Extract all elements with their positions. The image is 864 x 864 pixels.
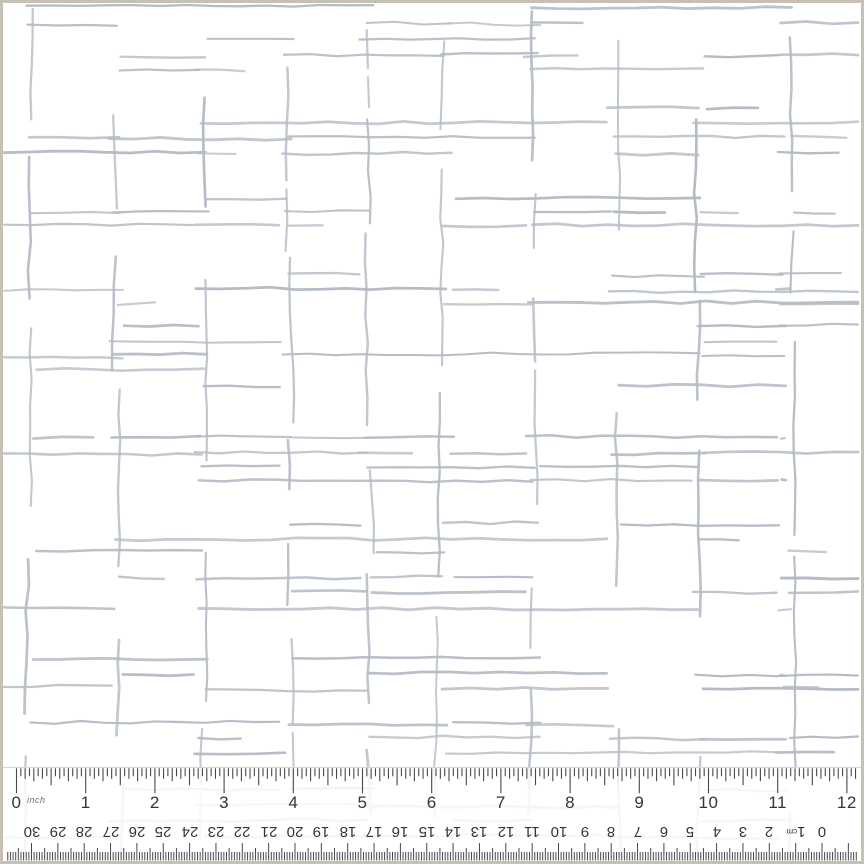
pattern-line-vertical	[367, 119, 371, 223]
pattern-line-horizontal	[707, 108, 758, 110]
cm-number: 11	[524, 823, 540, 840]
pattern-line-vertical	[530, 588, 531, 648]
pattern-line-horizontal	[119, 577, 164, 579]
pattern-line-horizontal	[526, 724, 613, 726]
pattern-line-horizontal	[781, 438, 784, 439]
pattern-line-horizontal	[781, 54, 858, 55]
pattern-line-horizontal	[621, 524, 779, 526]
cm-number: 2	[765, 823, 774, 840]
pattern-line-vertical	[615, 413, 618, 586]
ruler-number-band	[0, 789, 864, 846]
pattern-line-vertical	[287, 544, 288, 605]
pattern-line-horizontal	[109, 137, 291, 140]
inch-number: 12	[836, 793, 857, 812]
pattern-line-horizontal	[197, 436, 291, 437]
pattern-line-horizontal	[442, 688, 608, 690]
pattern-line-vertical	[790, 37, 792, 191]
pattern-line-vertical	[367, 30, 368, 68]
inch-number: 11	[768, 793, 788, 812]
cm-number: 5	[686, 823, 695, 840]
pattern-line-horizontal	[33, 658, 207, 660]
pattern-line-horizontal	[365, 436, 454, 437]
inch-unit-label: inch	[27, 795, 46, 805]
cm-number: 18	[339, 823, 357, 840]
pattern-line-vertical	[533, 299, 535, 362]
pattern-line-vertical	[286, 189, 288, 251]
pattern-line-vertical	[365, 234, 368, 426]
inch-number: 5	[357, 793, 368, 812]
pattern-line-horizontal	[26, 5, 373, 7]
pattern-line-horizontal	[450, 453, 526, 454]
pattern-line-horizontal	[195, 224, 279, 225]
pattern-line-horizontal	[784, 687, 819, 688]
cm-number: 28	[75, 823, 93, 840]
pattern-line-horizontal	[790, 737, 858, 738]
pattern-line-horizontal	[4, 453, 202, 455]
pattern-line-horizontal	[285, 210, 369, 212]
cm-number: 22	[233, 823, 251, 840]
cm-number: 29	[49, 823, 67, 840]
pattern-line-horizontal	[291, 437, 375, 438]
pattern-line-horizontal	[4, 224, 193, 226]
pattern-line-horizontal	[779, 609, 791, 610]
pattern-line-horizontal	[369, 736, 539, 738]
cm-number: 14	[444, 823, 462, 840]
pattern-line-horizontal	[30, 721, 279, 724]
cm-number: 17	[365, 823, 383, 840]
cm-number: 25	[154, 823, 172, 840]
pattern-line-horizontal	[614, 212, 665, 213]
pattern-line-horizontal	[695, 675, 858, 677]
cm-number: 21	[260, 823, 277, 840]
pattern-line-horizontal	[198, 738, 240, 739]
cm-number: 24	[181, 823, 198, 840]
pattern-line-horizontal	[195, 753, 286, 755]
pattern-line-horizontal	[530, 68, 703, 69]
pattern-line-horizontal	[609, 290, 858, 292]
pattern-line-horizontal	[206, 199, 286, 200]
cm-number: 4	[712, 823, 721, 840]
pattern-line-horizontal	[616, 153, 698, 155]
cm-number: 3	[738, 823, 748, 840]
pattern-line-horizontal	[4, 607, 114, 609]
photo-border	[2, 2, 863, 863]
pattern-line-horizontal	[110, 341, 281, 342]
pattern-line-horizontal	[456, 197, 700, 199]
pattern-line-horizontal	[121, 57, 206, 58]
pattern-line-horizontal	[289, 273, 360, 274]
pattern-line-horizontal	[359, 453, 411, 454]
pattern-line-vertical	[535, 370, 538, 504]
pattern-line-horizontal	[694, 122, 859, 124]
pattern-line-vertical	[790, 231, 793, 292]
pattern-line-vertical	[292, 639, 294, 723]
inch-number: 9	[634, 793, 645, 812]
inch-number: 10	[698, 793, 719, 812]
pattern-line-horizontal	[37, 368, 205, 370]
pattern-line-horizontal	[781, 578, 858, 579]
pattern-line-horizontal	[4, 685, 112, 687]
pattern-line-horizontal	[781, 22, 858, 24]
pattern-line-vertical	[534, 194, 536, 248]
pattern-line-vertical	[28, 157, 31, 299]
cm-number: 20	[286, 823, 304, 840]
pattern-line-horizontal	[28, 25, 117, 26]
pattern-line-horizontal	[453, 289, 498, 290]
pattern-line-horizontal	[698, 325, 787, 327]
pattern-line-horizontal	[292, 590, 367, 591]
pattern-line-vertical	[205, 553, 207, 701]
pattern-line-horizontal	[540, 466, 698, 467]
pattern-line-horizontal	[703, 688, 858, 689]
pattern-line-vertical	[438, 393, 440, 576]
pattern-line-vertical	[30, 328, 32, 506]
cm-number: 10	[550, 823, 567, 840]
pattern-line-horizontal	[780, 675, 786, 676]
cm-number: 0	[817, 823, 827, 840]
pattern-line-horizontal	[196, 577, 360, 579]
pattern-line-vertical	[440, 169, 443, 365]
pattern-line-vertical	[793, 342, 795, 535]
pattern-line-horizontal	[789, 592, 858, 593]
pattern-line-horizontal	[120, 70, 200, 71]
cm-number: 1cm	[786, 823, 806, 840]
inch-number: 1	[80, 793, 91, 812]
pattern-line-horizontal	[29, 137, 119, 138]
pattern-line-horizontal	[118, 302, 155, 305]
pattern-line-horizontal	[202, 466, 280, 467]
pattern-line-horizontal	[113, 211, 208, 213]
cm-number: 16	[392, 823, 409, 840]
pattern-line-horizontal	[112, 436, 201, 438]
pattern-line-horizontal	[698, 480, 777, 481]
pattern-line-horizontal	[702, 355, 784, 356]
pattern-line-horizontal	[701, 273, 783, 275]
pattern-line-horizontal	[704, 452, 858, 454]
pattern-line-horizontal	[780, 304, 858, 305]
pattern-line-horizontal	[619, 384, 786, 387]
cm-number: 23	[207, 823, 225, 840]
inch-number: 8	[565, 793, 576, 812]
cm-number: 27	[102, 823, 119, 840]
pattern-line-horizontal	[33, 437, 93, 439]
pattern-line-vertical	[368, 77, 369, 107]
pattern-line-horizontal	[289, 136, 535, 138]
pattern-line-horizontal	[444, 304, 532, 305]
cm-number: 7	[633, 823, 642, 840]
pattern-line-horizontal	[693, 592, 777, 594]
pattern-line-horizontal	[612, 275, 704, 277]
cm-number: 9	[580, 823, 590, 840]
pattern-line-horizontal	[204, 386, 280, 387]
pattern-line-horizontal	[284, 54, 444, 56]
pattern-line-horizontal	[290, 524, 360, 526]
pattern-line-vertical	[289, 258, 294, 423]
pattern-line-horizontal	[443, 522, 538, 525]
pattern-line-horizontal	[776, 752, 834, 753]
inch-number: 6	[426, 793, 437, 812]
pattern-line-horizontal	[534, 211, 611, 212]
pattern-line-horizontal	[359, 38, 534, 39]
pattern-line-horizontal	[778, 152, 839, 153]
pattern-line-horizontal	[526, 435, 777, 438]
pattern-line-horizontal	[453, 722, 540, 724]
pattern-line-horizontal	[454, 577, 532, 578]
pattern-line-horizontal	[196, 70, 245, 72]
pattern-line-horizontal	[705, 342, 777, 343]
pattern-line-horizontal	[531, 479, 692, 481]
pattern-line-horizontal	[196, 287, 446, 289]
pattern-line-horizontal	[124, 325, 198, 327]
pattern-line-horizontal	[377, 552, 445, 553]
pattern-line-horizontal	[705, 55, 781, 57]
pattern-line-horizontal	[367, 22, 452, 25]
pattern-line-horizontal	[531, 7, 791, 9]
cm-number: 19	[313, 823, 330, 840]
pattern-line-vertical	[288, 440, 290, 489]
pattern-line-horizontal	[532, 22, 583, 23]
inch-number: 7	[495, 793, 506, 812]
pattern-line-horizontal	[289, 724, 447, 726]
pattern-line-horizontal	[283, 352, 700, 355]
pattern-line-horizontal	[199, 608, 698, 610]
pattern-line-horizontal	[614, 136, 785, 138]
pattern-line-vertical	[205, 280, 207, 460]
pattern-line-horizontal	[789, 551, 826, 553]
cm-number: 12	[497, 823, 515, 840]
pattern-line-vertical	[117, 640, 120, 735]
pattern-line-vertical	[794, 557, 796, 767]
pattern-line-horizontal	[699, 539, 739, 540]
pattern-line-horizontal	[607, 107, 698, 108]
pattern-line-horizontal	[199, 480, 533, 483]
cm-number: 26	[128, 823, 146, 840]
pattern-line-horizontal	[195, 452, 367, 454]
pattern-line-horizontal	[4, 151, 205, 153]
inch-number: 0	[11, 793, 22, 812]
inch-number: 4	[288, 793, 299, 812]
pattern-line-horizontal	[779, 324, 858, 326]
pattern-line-horizontal	[782, 480, 786, 481]
inch-number: 2	[149, 793, 160, 812]
cm-number: 6	[659, 823, 669, 840]
pattern-line-horizontal	[292, 657, 540, 659]
pattern-line-horizontal	[113, 353, 206, 355]
pattern-line-horizontal	[368, 672, 607, 674]
pattern-line-horizontal	[115, 538, 607, 541]
pattern-line-horizontal	[701, 212, 738, 213]
pattern-line-horizontal	[201, 121, 607, 124]
pattern-line-vertical	[113, 115, 117, 208]
pattern-line-horizontal	[123, 674, 194, 675]
cm-number: 8	[607, 823, 616, 840]
pattern-line-vertical	[694, 119, 697, 291]
pattern-line-horizontal	[794, 213, 835, 214]
inch-number: 3	[219, 793, 230, 812]
pattern-line-vertical	[25, 559, 29, 713]
pattern-line-horizontal	[776, 289, 789, 290]
pattern-line-horizontal	[612, 453, 705, 455]
pattern-line-horizontal	[446, 751, 776, 754]
pattern-line-horizontal	[206, 689, 368, 691]
pattern-line-horizontal	[610, 738, 706, 740]
pattern-line-horizontal	[372, 592, 525, 594]
pattern-line-vertical	[286, 68, 289, 181]
pattern-line-horizontal	[367, 467, 535, 469]
pattern-line-horizontal	[441, 53, 538, 54]
cm-unit-label: cm	[786, 827, 797, 836]
pattern-line-horizontal	[448, 23, 540, 26]
pattern-line-horizontal	[4, 289, 123, 291]
cm-number: 15	[418, 823, 436, 840]
cm-number: 30	[23, 823, 40, 840]
pattern-line-horizontal	[791, 136, 846, 138]
pattern-line-horizontal	[443, 225, 526, 227]
pattern-line-horizontal	[31, 212, 120, 213]
pattern-line-horizontal	[4, 357, 123, 359]
cm-number: 13	[471, 823, 488, 840]
pattern-line-horizontal	[282, 152, 451, 155]
pattern-line-vertical	[367, 574, 370, 703]
pattern-line-horizontal	[370, 576, 442, 578]
